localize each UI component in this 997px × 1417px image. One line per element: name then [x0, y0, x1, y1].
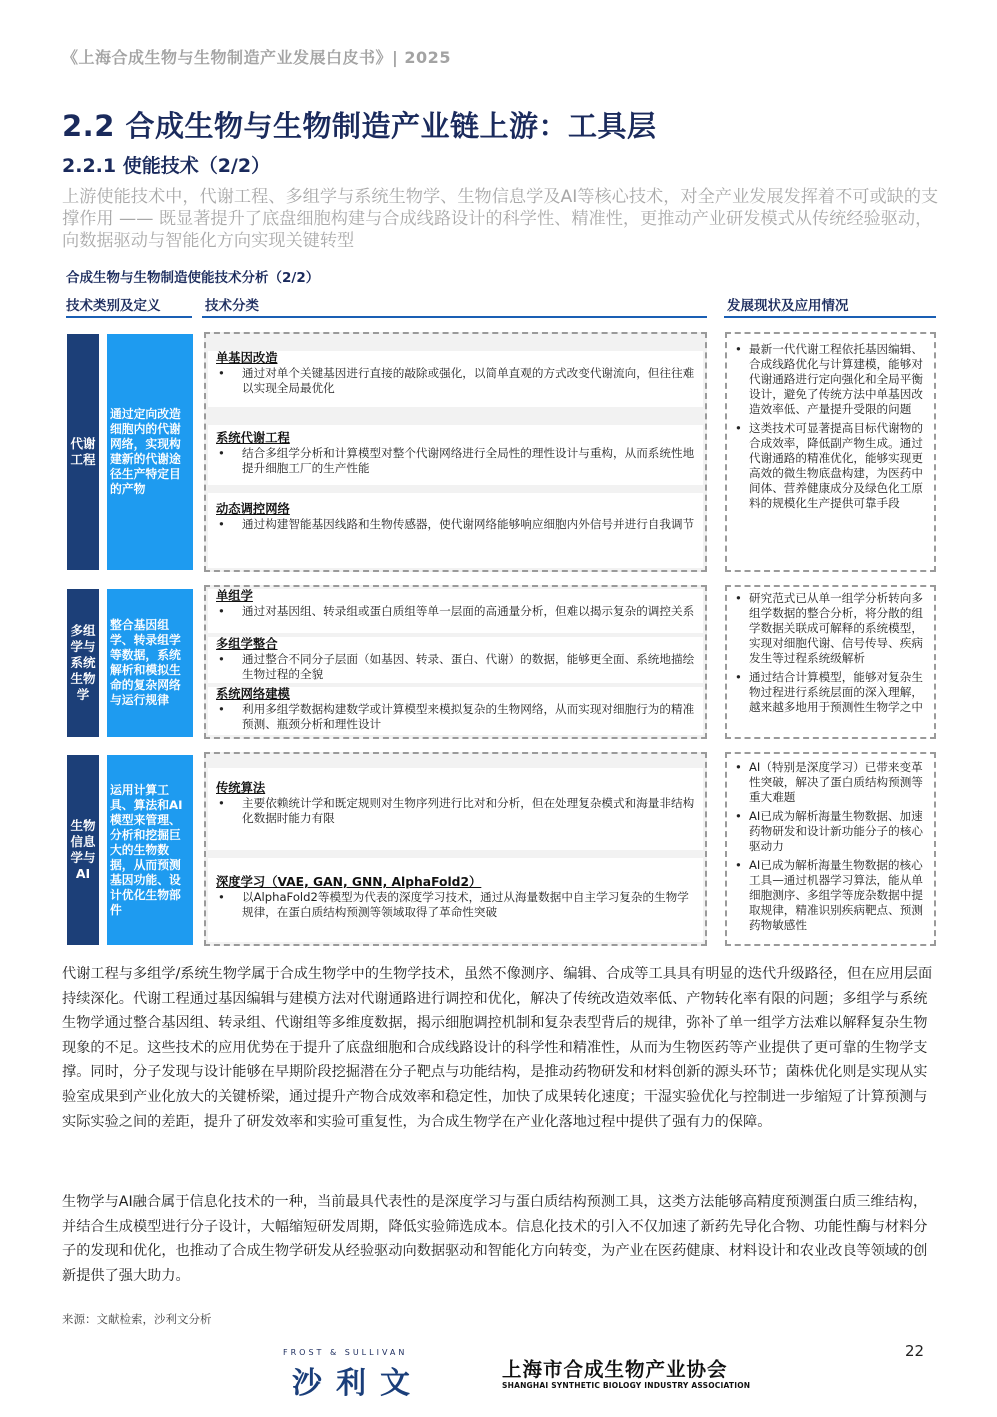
source-note: 来源：文献检索，沙利文分析 [62, 1312, 212, 1326]
intro-text: 上游使能技术中，代谢工程、多组学与系统生物学、生物信息学及AI等核心技术，对全产业发展发挥着不可或缺的支撑作用 —— 既显著提升了底盘细胞构建与合成线路设计的科学性、精准性，更推动产业研发模式从传统经验驱动，向数据驱动与智能化方向实现关键转型 [62, 187, 939, 251]
tech-item-title: 多组学整合 [216, 637, 278, 651]
tech-item-desc: • 利用多组学数据构建数学或计算模型来模拟复杂的生物网络，从而实现对细胞行为的精准预测、瓶颈分析和理性设计 [216, 702, 695, 732]
column-header-tech: 技术分类 [205, 298, 259, 314]
frost-sullivan-wordmark: FROST & SULLIVAN [283, 1348, 408, 1357]
tech-item-desc: • 结合多组学分析和计算模型对整个代谢网络进行全局性的理性设计与重构，从而系统性地提升细胞工厂的生产性能 [216, 446, 695, 476]
tech-item-title: 单组学 [216, 589, 253, 603]
tech-item-desc: • 以AlphaFold2等模型为代表的深度学习技术，通过从海量数据中自主学习复杂的生物学规律，在蛋白质结构预测等领域取得了革命性突破 [216, 890, 695, 920]
subsection-title: 2.2.1 使能技术（2/2） [62, 155, 271, 177]
column-header-category: 技术类别及定义 [66, 298, 161, 314]
category-bioinformatics-ai: 生物 信息 学与 AI [67, 755, 99, 945]
column-underline-category [66, 316, 192, 318]
application-item: • 最新一代代谢工程依托基因编辑、合成线路优化与计算建模，能够对代谢通路进行定向强化和全局平衡设计，避免了传统方法中单基因改造效率低、产量提升受限的问题 [735, 342, 928, 417]
application-item: • AI已成为解析海量生物数据的核心工具—通过机器学习算法，能从单细胞测序、多组学等庞杂数据中提取规律，精准识别疾病靶点、预测药物敏感性 [735, 858, 928, 933]
definition-multiomics: 整合基因组学、转录组学等数据，系统解析和模拟生命的复杂网络与运行规律 [107, 589, 193, 737]
body-paragraph-1: 代谢工程与多组学/系统生物学属于合成生物学中的生物学技术，虽然不像测序、编辑、合成等工具具有明显的迭代升级路径，但在应用层面持续深化。代谢工程通过基因编辑与建模方法对代谢通路进行调控和优化，解决了传统改造效率低、产物转化率有限的问题；多组学与系统生物学通过整合基因组、转录组、代谢组等多维度数据，揭示细胞调控机制和复杂表型背后的规律，弥补了单一组学方法难以解释复杂生物现象的不足。这些技术的应用优势在于提升了底盘细胞和合成线路设计的科学性和精准性，从而为生物医药等产业提供了更可靠的生物学支撑。同时，分子发现与设计能够在早期阶段挖掘潜在分子靶点与功能结构，是推动药物研发和材料创新的源头环节；菌株优化则是实现从实验室成果到产业化放大的关键桥梁，通过提升产物合成效率和稳定性，加快了成果转化速度；干湿实验优化与控制进一步缩短了计算预测与实际实验之间的差距，提升了研发效率和实验可重复性，为合成生物学在产业化落地过程中提供了强有力的保障。 [62, 966, 933, 1130]
tech-item [208, 351, 703, 407]
application-item: • AI已成为解析海量生物数据、加速药物研发和设计新功能分子的核心驱动力 [735, 809, 928, 854]
column-header-application: 发展现状及应用情况 [727, 298, 849, 314]
category-metabolic-engineering: 代谢 工程 [67, 334, 99, 570]
category-multiomics: 多组 学与 系统 生物 学 [67, 589, 99, 737]
section-title: 2.2 合成生物与生物制造产业链上游：工具层 [62, 109, 657, 143]
column-underline-tech [202, 316, 707, 318]
application-box-multiomics [725, 585, 936, 739]
tech-box-metabolic-engineering [204, 332, 707, 572]
tech-item-title: 系统网络建模 [216, 687, 290, 701]
tech-item [208, 768, 703, 850]
body-paragraph-2: 生物学与AI融合属于信息化技术的一种，当前最具代表性的是深度学习与蛋白质结构预测工具，这类方法能够高精度预测蛋白质三维结构，并结合生成模型进行分子设计，大幅缩短研发周期，降低实验筛选成本。信息化技术的引入不仅加速了新药先导化合物、功能性酶与材料分子的发现和优化，也推动了合成生物学研发从经验驱动向数据驱动和智能化方向转变，为产业在医药健康、材料设计和农业改良等领域的创新提供了强大助力。 [62, 1194, 928, 1284]
tech-item-desc: • 通过整合不同分子层面（如基因、转录、蛋白、代谢）的数据，能够更全面、系统地描绘生物过程的全貌 [216, 652, 695, 682]
application-item: • 这类技术可显著提高目标代谢物的合成效率，降低副产物生成。通过代谢通路的精准优化，能够实现更高效的微生物底盘构建，为医药中间体、营养健康成分及绿色化工原料的规模化生产提供可靠手段 [735, 421, 928, 511]
document-header: 《上海合成生物与生物制造产业发展白皮书》| 2025 [62, 48, 451, 67]
tech-item [208, 858, 703, 942]
tech-item-title: 深度学习（VAE, GAN, GNN, AlphaFold2） [216, 875, 482, 889]
association-logo-en: SHANGHAI SYNTHETIC BIOLOGY INDUSTRY ASSOCIATION [502, 1381, 751, 1390]
application-item: • 研究范式已从单一组学分析转向多组学数据的整合分析，将分散的组学数据关联成可解释的系统模型，实现对细胞代谢、信号传导、疾病发生等过程系统级解析 [735, 591, 928, 666]
tech-item-title: 单基因改造 [216, 351, 278, 365]
tech-item-title: 传统算法 [216, 781, 266, 795]
definition-bioinformatics-ai: 运用计算工具、算法和AI模型来管理、分析和挖掘巨大的生物数据，从而预测基因功能、设计优化生物部件 [107, 755, 193, 945]
tech-item-title: 系统代谢工程 [216, 431, 290, 445]
tech-item-desc: • 主要依赖统计学和既定规则对生物序列进行比对和分析，但在处理复杂模式和海量非结构化数据时能力有限 [216, 796, 695, 826]
tech-box-multiomics [204, 585, 707, 739]
tech-item [208, 589, 703, 633]
tech-item-desc: • 通过对单个关键基因进行直接的敲除或强化，以简单直观的方式改变代谢流向，但往往难以实现全局最优化 [216, 366, 695, 396]
tech-box-bioinformatics-ai [204, 752, 707, 946]
page-number: 22 [905, 1342, 925, 1360]
tech-item [208, 687, 703, 735]
application-item: • 通过结合计算模型，能够对复杂生物过程进行系统层面的深入理解，越来越多地用于预测性生物学之中 [735, 670, 928, 715]
application-item: • AI（特别是深度学习）已带来变革性突破，解决了蛋白质结构预测等重大难题 [735, 760, 928, 805]
association-logo-cn: 上海市合成生物产业协会 [502, 1358, 728, 1381]
table-title: 合成生物与生物制造使能技术分析（2/2） [66, 270, 320, 286]
tech-item [208, 425, 703, 485]
column-underline-application [724, 316, 936, 318]
application-box-bioinformatics-ai [725, 752, 936, 946]
definition-metabolic-engineering: 通过定向改造细胞内的代谢网络，实现构建新的代谢途径生产特定目的产物 [107, 334, 193, 570]
frost-sullivan-logo: 沙利文 [292, 1366, 424, 1401]
tech-item-desc: • 通过构建智能基因线路和生物传感器，使代谢网络能够响应细胞内外信号并进行自我调节 [216, 517, 695, 532]
tech-item-desc: • 通过对基因组、转录组或蛋白质组等单一层面的高通量分析，但难以揭示复杂的调控关系 [216, 604, 695, 619]
tech-item [208, 637, 703, 683]
tech-item [208, 493, 703, 568]
application-box-metabolic-engineering [725, 332, 936, 572]
tech-item-title: 动态调控网络 [216, 502, 290, 516]
